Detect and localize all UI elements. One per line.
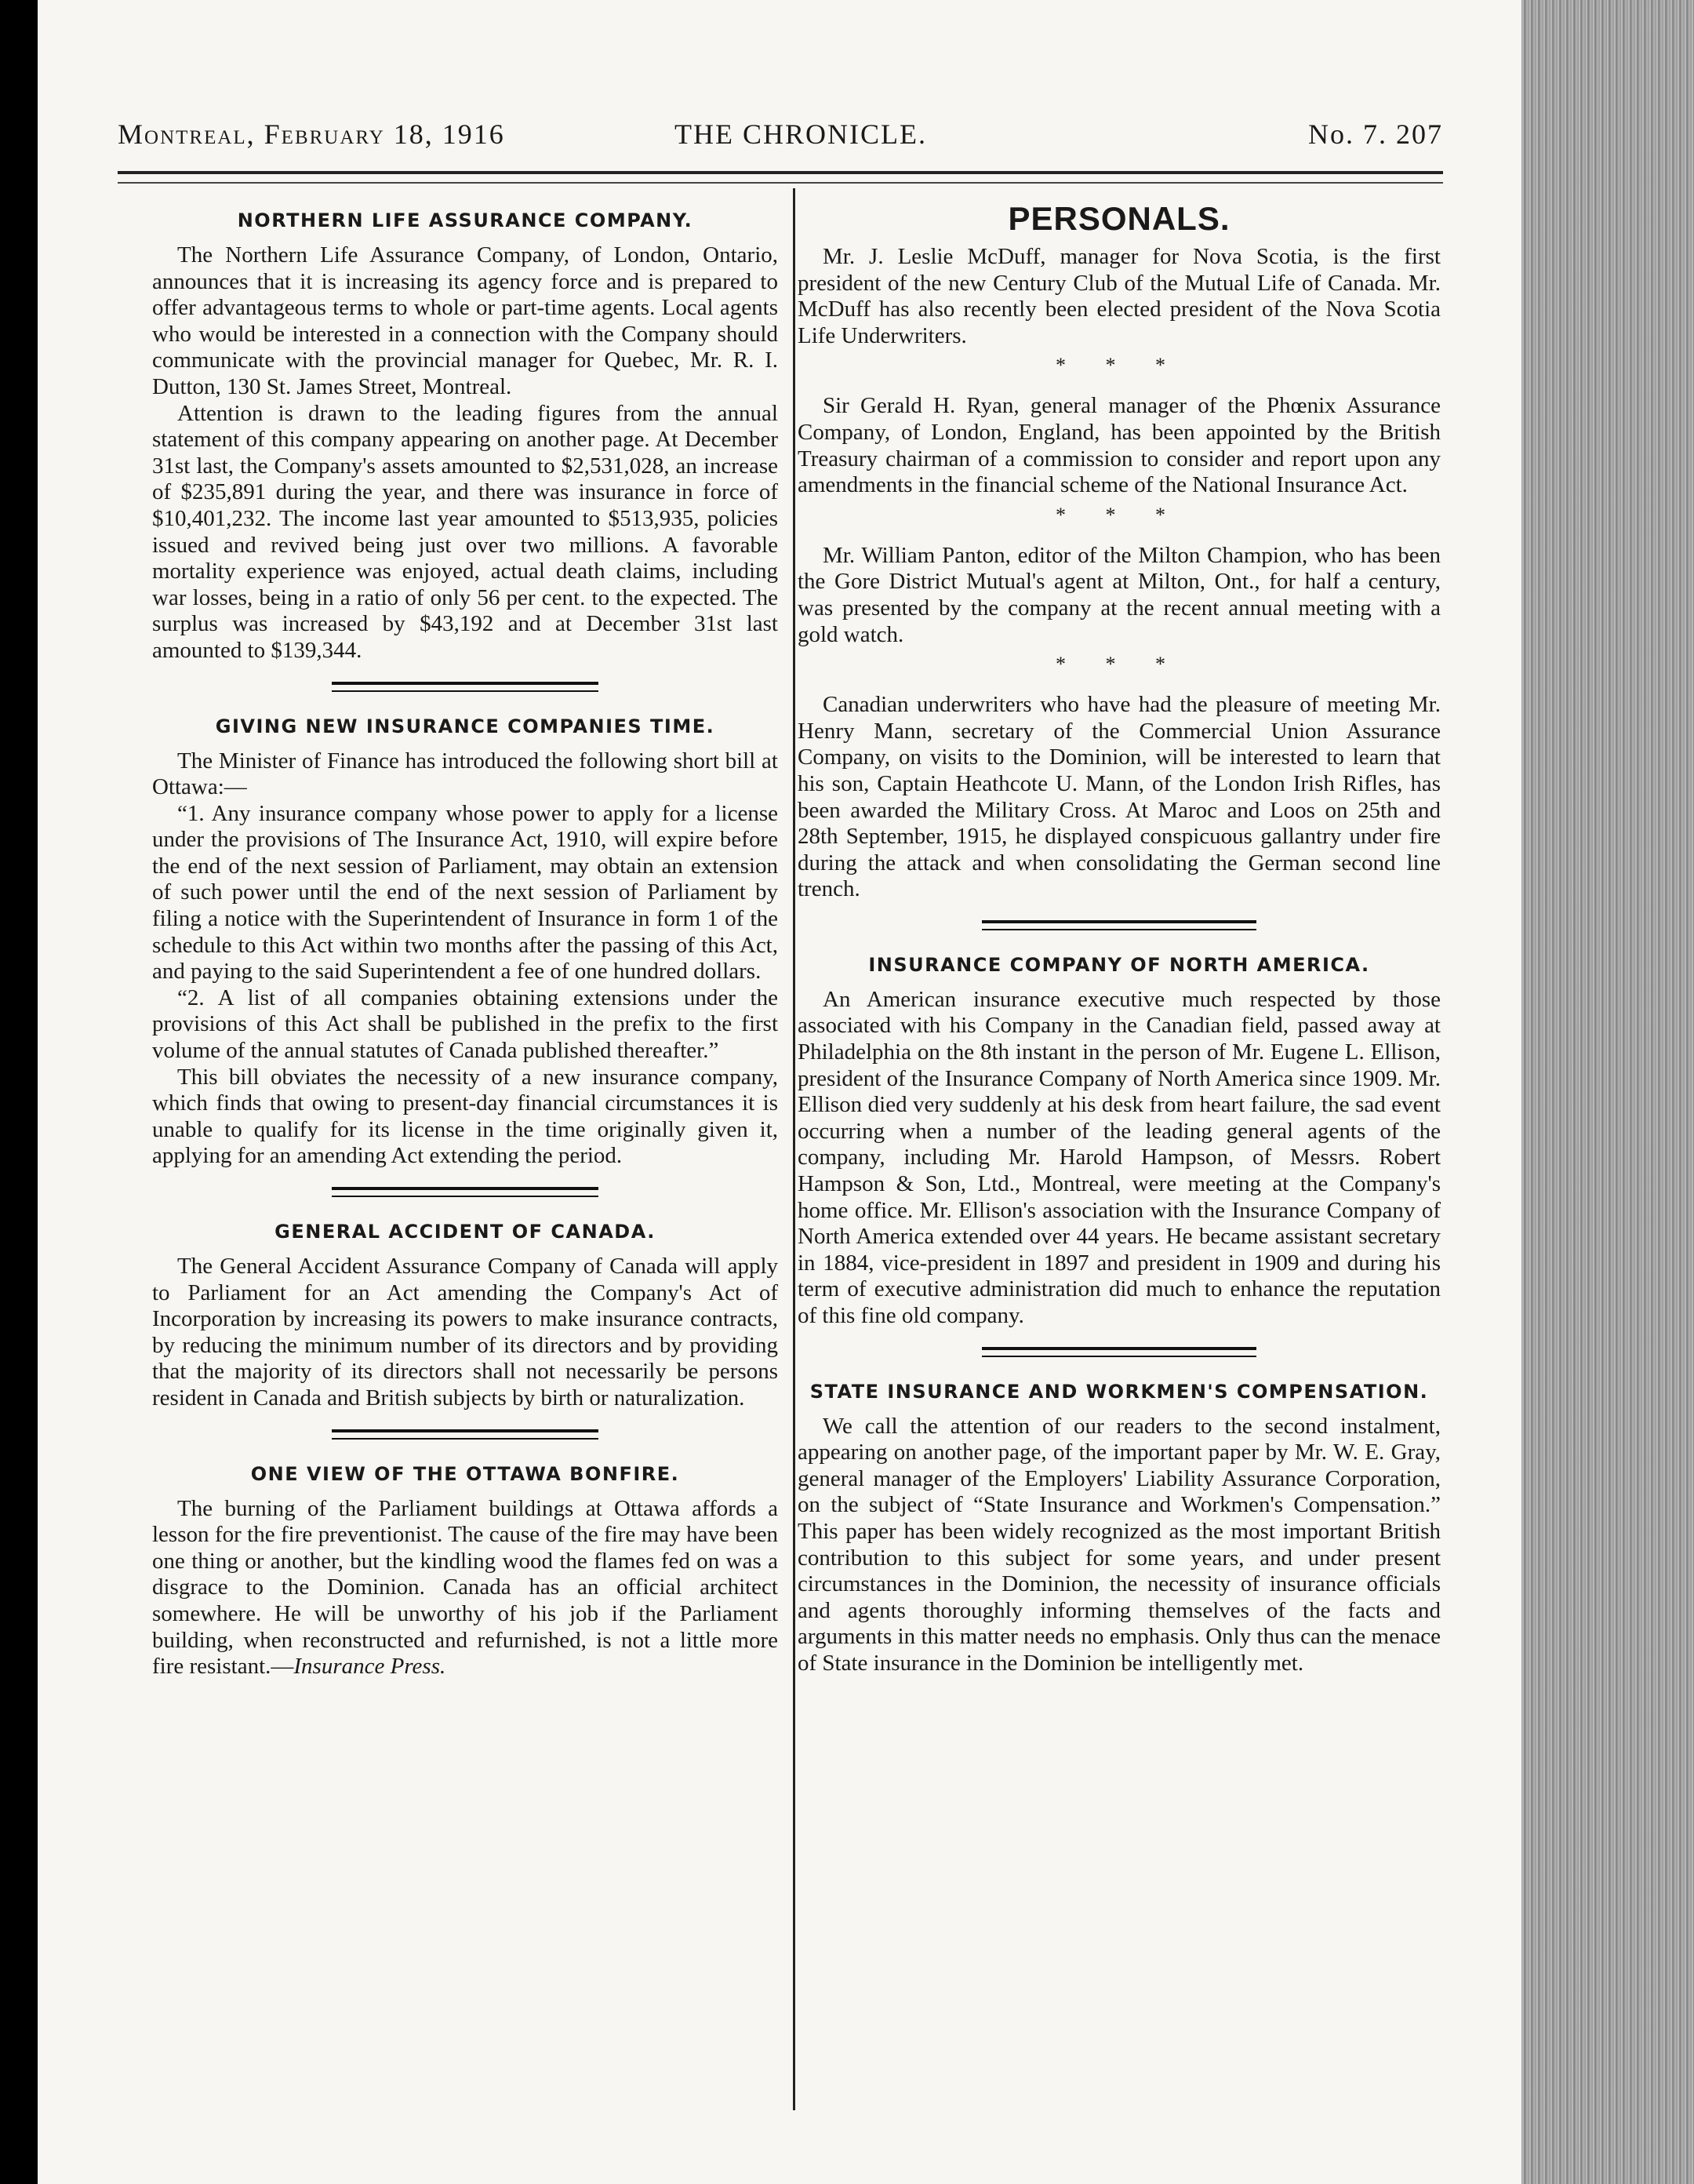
section-rule — [982, 1347, 1256, 1357]
personal-item: Mr. J. Leslie McDuff, manager for Nova Scotia, is the first president of the new Century Club of the Mutual Life of Canada. Mr. McDuff has also recently been elected president of the Nova Scotia Life Underwriters. — [798, 244, 1441, 348]
header-dateline: Montreal, February 18, 1916 — [118, 118, 505, 150]
star-separator: * * * — [1056, 354, 1183, 377]
article-heading: GIVING NEW INSURANCE COMPANIES TIME. — [215, 715, 715, 737]
star-separator: * * * — [1056, 653, 1183, 676]
article-heading: STATE INSURANCE AND WORKMEN'S COMPENSATION. — [809, 1380, 1429, 1403]
article-ottawa-bonfire — [152, 1463, 778, 1680]
section-rule — [332, 1187, 598, 1197]
article-text: The burning of the Parliament buildings at Ottawa affords a lesson for the fire preventionist. The cause of the fire may have been one thing or another, but the kindling wood the flames fed on was a disgrace to the Dominion. Canada has an official architect somewhere. He will be unworthy of his job if the Parliament building, when reconstructed and refurnished, is not a little more fire resistant.— — [152, 1495, 778, 1680]
star-separator: * * * — [1056, 503, 1183, 526]
article-paragraph: We call the attention of our readers to the second instalment, appearing on another page, of the important paper by Mr. W. E. Gray, general manager of the Employers' Liability Assurance Corporation, on the subject of “State Insurance and Workmen's Compensation.” This paper has been widely recognized as the most important British contribution to this subject for some years, and under present circumstances in the Dominion, the necessity of insurance officials and agents thoroughly informing themselves of the facts and arguments in this matter needs no emphasis. Only thus can the menace of State insurance in the Dominion be intelligently met. — [798, 1413, 1441, 1676]
article-northern-life — [152, 209, 778, 664]
article-paragraph: The Minister of Finance has introduced the following short bill at Ottawa:— — [152, 748, 778, 800]
article-heading: GENERAL ACCIDENT OF CANADA. — [274, 1221, 656, 1243]
article-heading: ONE VIEW OF THE OTTAWA BONFIRE. — [250, 1462, 680, 1485]
right-column — [798, 200, 1441, 1677]
section-rule — [332, 682, 598, 692]
article-paragraph — [152, 1496, 778, 1680]
article-heading: INSURANCE COMPANY OF NORTH AMERICA. — [868, 953, 1370, 976]
personals-section — [798, 200, 1441, 903]
article-paragraph: This bill obviates the necessity of a new insurance company, which finds that owing to present-day financial circumstances it is unable to qualify for its license in the time originally given it, applying for an amending Act extending the period. — [152, 1064, 778, 1169]
newspaper-page — [38, 0, 1532, 2184]
header-rule — [118, 171, 1443, 184]
page-header — [118, 118, 1443, 165]
article-source: Insurance Press. — [293, 1654, 446, 1680]
header-masthead: THE CHRONICLE. — [674, 118, 927, 150]
article-paragraph: Attention is drawn to the leading figures from the annual statement of this company appearing on another page. At December 31st last, the Company's assets amounted to $2,531,028, an increase of $235,891 during the year, and there was insurance in force of $10,401,232. The income last year amounted to $513,935, policies issued and revived being just over two millions. A favorable mortality experience was enjoyed, actual death claims, including war losses, being in a ratio of only 56 per cent. to the expected. The surplus was increased by $43,192 and at December 31st last amounted to $139,344. — [152, 400, 778, 663]
personal-item: Mr. William Panton, editor of the Milton Champion, who has been the Gore District Mutual's agent at Milton, Ont., for half a century, was presented by the company at the recent annual meeting with a gold watch. — [798, 542, 1441, 647]
article-paragraph: “1. Any insurance company whose power to apply for a license under the provisions of The Insurance Act, 1910, will expire before the end of the next session of Parliament, may obtain an extension of such power until the end of the next session of Parliament by filing a notice with the Superintendent of Insurance in form 1 of the schedule to this Act within two months after the passing of this Act, and paying to the said Superintendent a fee of one hundred dollars. — [152, 800, 778, 985]
personal-item: Canadian underwriters who have had the pleasure of meeting Mr. Henry Mann, secretary of the Commercial Union Assurance Company, on visits to the Dominion, will be interested to learn that his son, Captain Heathcote U. Mann, of the London Irish Rifles, has been awarded the Military Cross. At Maroc and Loos on 25th and 28th September, 1915, he displayed conspicuous gallantry under fire during the attack and when consolidating the German second line trench. — [798, 692, 1441, 902]
article-paragraph: An American insurance executive much respected by those associated with his Company in the Canadian field, passed away at Philadelphia on the 8th instant in the person of Mr. Eugene L. Ellison, president of the Insurance Company of North America since 1909. Mr. Ellison died very suddenly at his desk from heart failure, the sad event occurring when a number of the leading general agents of the company, including Mr. Harold Hampson, of Messrs. Robert Hampson & Son, Ltd., Montreal, were meeting at the Company's home office. Mr. Ellison's association with the Insurance Company of North America extended over 44 years. He became assistant secretary in 1884, vice-president in 1897 and president in 1909 and during his term of executive administration did much to enhance the reputation of this fine old company. — [798, 986, 1441, 1328]
personals-heading: PERSONALS. — [1008, 200, 1231, 237]
article-paragraph: The General Accident Assurance Company of Canada will apply to Parliament for an Act amending the Company's Act of Incorporation by increasing its powers to make insurance contracts, by reducing the minimum number of its directors and by providing that the majority of its directors shall not necessarily be persons resident in Canada and British subjects by birth or naturalization. — [152, 1254, 778, 1410]
column-divider — [793, 188, 795, 2110]
left-column — [152, 200, 778, 1680]
article-paragraph: The Northern Life Assurance Company, of London, Ontario, announces that it is increasing its agency force and is prepared to offer advantageous terms to whole or part-time agents. Local agents who would be interested in a connection with the Company should communicate with the provincial manager for Quebec, Mr. R. I. Dutton, 130 St. James Street, Montreal. — [152, 242, 778, 399]
article-north-america — [798, 954, 1441, 1330]
article-general-accident — [152, 1221, 778, 1412]
article-state-insurance — [798, 1381, 1441, 1677]
section-rule — [332, 1429, 598, 1440]
header-issue-page: No. 7. 207 — [1308, 118, 1443, 150]
article-heading: NORTHERN LIFE ASSURANCE COMPANY. — [237, 209, 693, 231]
personal-item: Sir Gerald H. Ryan, general manager of the Phœnix Assurance Company, of London, England, has been appointed by the British Treasury chairman of a commission to consider and report upon any amendments in the financial scheme of the National Insurance Act. — [798, 393, 1441, 498]
book-page-edge — [1521, 0, 1694, 2184]
article-new-insurance-companies — [152, 715, 778, 1170]
section-rule — [982, 920, 1256, 930]
article-paragraph: “2. A list of all companies obtaining extensions under the provisions of this Act shall be published in the prefix to the first volume of the annual statutes of Canada published thereafter.” — [152, 985, 778, 1064]
